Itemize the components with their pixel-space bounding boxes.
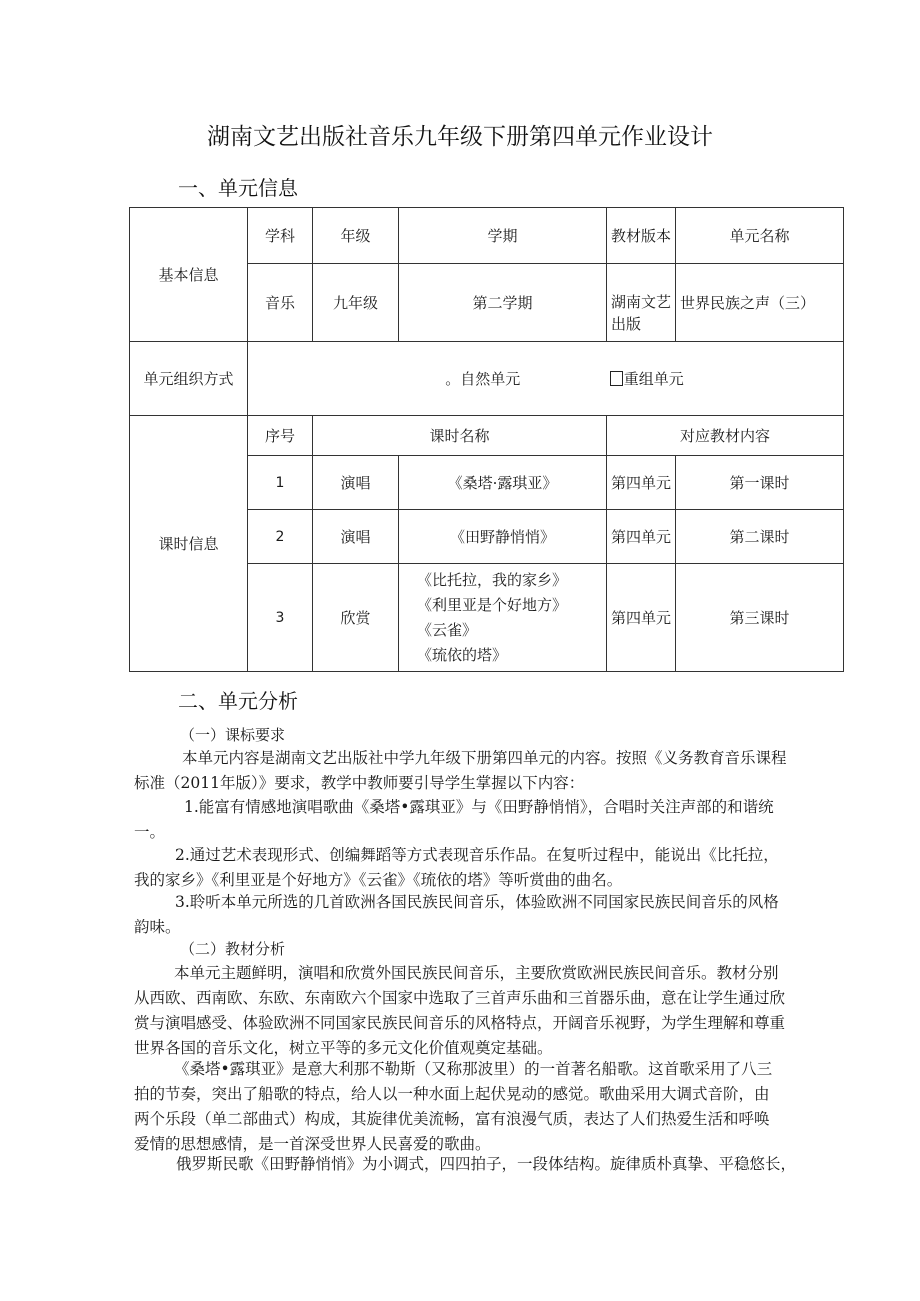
text-line: 一。: [134, 823, 166, 841]
basic-info-label: 基本信息: [130, 208, 248, 342]
paragraph-goal-2: [134, 843, 848, 893]
text-line: 本单元主题鲜明，演唱和欣赏外国民族民间音乐，主要欣赏欧洲民族民间音乐。教材分别: [174, 964, 779, 982]
text-line: 本单元内容是湖南文艺出版社中学九年级下册第四单元的内容。按照《义务教育音乐课程: [182, 749, 787, 767]
header-semester: 学期: [399, 208, 607, 264]
lesson-unit: 第四单元: [607, 564, 676, 672]
header-textbook-content: 对应教材内容: [607, 416, 844, 456]
text-line: 标准（2011年版）》要求，教学中教师要引导学生掌握以下内容：: [134, 774, 585, 792]
paragraph-curriculum-intro: [134, 746, 848, 796]
text-line: 韵味。: [134, 918, 181, 936]
subheading-textbook-analysis: （二）教材分析: [180, 940, 286, 958]
text-line: 爱情的思想感情，是一首深受世界人民喜爱的歌曲。: [134, 1135, 491, 1153]
option-regrouped-label: 重组单元: [623, 369, 684, 388]
text-line: 赏与演唱感受、体验欧洲不同国家民族民间音乐的风格特点，开阔音乐视野，为学生理解和尊重: [134, 1014, 786, 1032]
list-item: 《比托拉，我的家乡》: [417, 570, 568, 589]
text-line: 我的家乡》《利里亚是个好地方》《云雀》《琉依的塔》等听赏曲的曲名。: [134, 871, 623, 889]
text-line: 两个乐段（单二部曲式）构成，其旋律优美流畅，富有浪漫气质，表达了人们热爱生活和呼唤: [134, 1110, 770, 1128]
lesson-song-list: [399, 564, 607, 672]
lesson-period: 第三课时: [676, 564, 844, 672]
paragraph-goal-3: [134, 890, 848, 940]
paragraph-textbook-intro: [134, 961, 848, 1061]
paragraph-goal-1: [134, 795, 848, 845]
lesson-number: 2: [248, 510, 313, 564]
text-line: 1.能富有情感地演唱歌曲《桑塔•露琪亚》与《田野静悄悄》，合唱时关注声部的和谐统: [184, 798, 774, 816]
value-textbook-version: 湖南文艺出版: [607, 264, 676, 342]
org-options: [248, 342, 844, 416]
unit-info-table: [129, 207, 844, 672]
list-item: 《云雀》: [417, 620, 478, 639]
header-unit-name: 单元名称: [676, 208, 844, 264]
list-item: 《利里亚是个好地方》: [417, 595, 568, 614]
list-item: 《琉依的塔》: [417, 645, 508, 664]
text-line: 世界各国的音乐文化，树立平等的多元文化价值观奠定基础。: [134, 1039, 553, 1057]
value-subject: 音乐: [248, 264, 313, 342]
header-number: 序号: [248, 416, 313, 456]
lesson-period: 第二课时: [676, 510, 844, 564]
paragraph-field-quiet: [158, 1152, 848, 1177]
lesson-name: 《桑塔·露琪亚》: [399, 456, 607, 510]
value-semester: 第二学期: [399, 264, 607, 342]
header-lesson-name: 课时名称: [313, 416, 607, 456]
option-regrouped-unit: [610, 368, 684, 390]
section-heading-unit-info: 一、单元信息: [178, 176, 298, 200]
value-grade: 九年级: [313, 264, 399, 342]
document-title: 湖南文艺出版社音乐九年级下册第四单元作业设计: [207, 124, 713, 150]
subheading-curriculum: （一）课标要求: [180, 726, 286, 744]
text-line: 《桑塔•露琪亚》是意大利那不勒斯（又称那波里）的一首著名船歌。这首歌采用了八三: [174, 1060, 773, 1078]
lesson-info-label: 课时信息: [130, 416, 248, 672]
text-line: 3.聆听本单元所选的几首欧洲各国民族民间音乐，体验欧洲不同国家民族民间音乐的风格: [175, 893, 779, 911]
option-natural-unit: 。自然单元: [445, 369, 521, 388]
lesson-name: 《田野静悄悄》: [399, 510, 607, 564]
header-subject: 学科: [248, 208, 313, 264]
lesson-number: 1: [248, 456, 313, 510]
lesson-number: 3: [248, 564, 313, 672]
checkbox-icon: [610, 371, 623, 386]
paragraph-santa-lucia: [134, 1057, 848, 1157]
header-grade: 年级: [313, 208, 399, 264]
lesson-period: 第一课时: [676, 456, 844, 510]
text-line: 2.通过艺术表现形式、创编舞蹈等方式表现音乐作品。在复听过程中，能说出《比托拉，: [175, 846, 779, 864]
value-unit-name: 世界民族之声（三）: [676, 264, 844, 342]
org-label: 单元组织方式: [130, 342, 248, 416]
header-textbook-version: 教材版本: [607, 208, 676, 264]
section-heading-unit-analysis: 二、单元分析: [178, 689, 298, 713]
lesson-type: 演唱: [313, 456, 399, 510]
lesson-unit: 第四单元: [607, 456, 676, 510]
lesson-type: 演唱: [313, 510, 399, 564]
text-line: 俄罗斯民歌《田野静悄悄》为小调式，四四拍子，一段体结构。旋律质朴真挚、平稳悠长，: [176, 1155, 797, 1173]
text-line: 从西欧、西南欧、东欧、东南欧六个国家中选取了三首声乐曲和三首器乐曲，意在让学生通过欣: [134, 989, 786, 1007]
lesson-type: 欣赏: [313, 564, 399, 672]
lesson-unit: 第四单元: [607, 510, 676, 564]
text-line: 拍的节奏，突出了船歌的特点，给人以一种水面上起伏晃动的感觉。歌曲采用大调式音阶，由: [134, 1085, 770, 1103]
